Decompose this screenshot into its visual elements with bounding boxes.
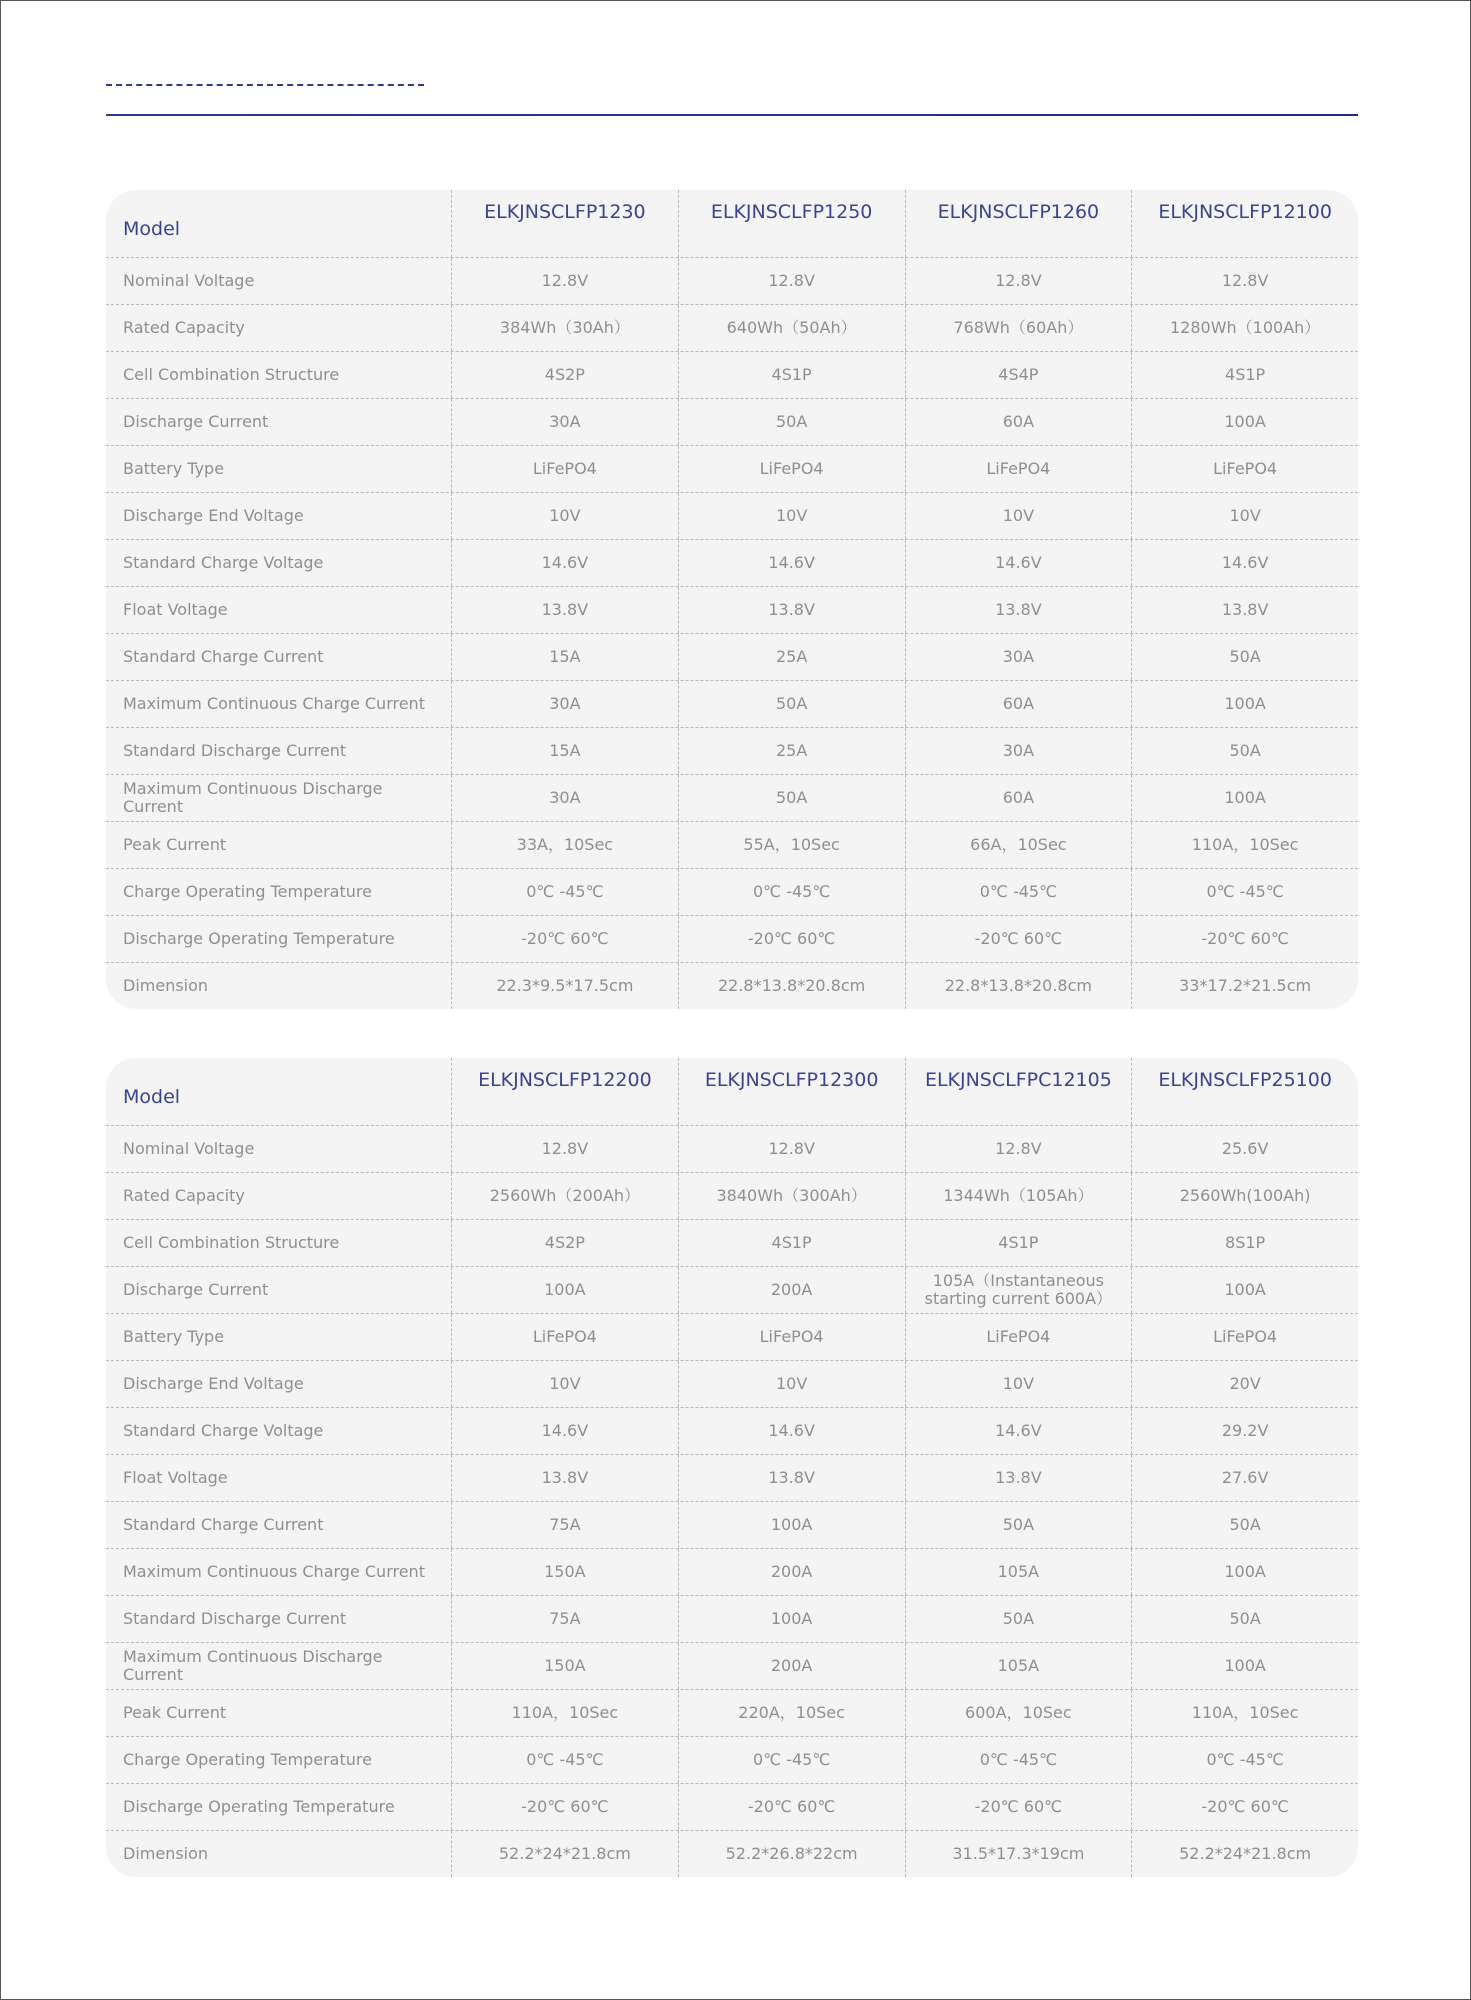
spec-value: 105A（Instantaneous starting current 600A） xyxy=(905,1267,1132,1313)
spec-value: 100A xyxy=(1131,399,1358,445)
spec-value: LiFePO4 xyxy=(1131,1314,1358,1360)
spec-label: Charge Operating Temperature xyxy=(123,1749,372,1769)
spec-value: 30A xyxy=(905,728,1132,774)
table-row xyxy=(106,1454,1358,1501)
spec-value: 3840Wh（300Ah） xyxy=(678,1173,905,1219)
spec-value: 15A xyxy=(451,728,678,774)
spec-value: 13.8V xyxy=(905,1455,1132,1501)
spec-value: LiFePO4 xyxy=(678,446,905,492)
table-row xyxy=(106,1266,1358,1313)
spec-value: 12.8V xyxy=(905,1126,1132,1172)
spec-value: -20℃ 60℃ xyxy=(678,916,905,962)
table-row xyxy=(106,1407,1358,1454)
spec-value: 2560Wh(100Ah) xyxy=(1131,1173,1358,1219)
spec-value: 52.2*24*21.8cm xyxy=(451,1831,678,1877)
spec-value: 10V xyxy=(678,493,905,539)
spec-label: Maximum Continuous Charge Current xyxy=(123,693,425,713)
table-row xyxy=(106,1219,1358,1266)
spec-value: 110A，10Sec xyxy=(451,1690,678,1736)
spec-value: 33A，10Sec xyxy=(451,822,678,868)
spec-value: 10V xyxy=(905,1361,1132,1407)
spec-value: 150A xyxy=(451,1643,678,1689)
spec-value: 31.5*17.3*19cm xyxy=(905,1831,1132,1877)
spec-value: 22.8*13.8*20.8cm xyxy=(905,963,1132,1009)
spec-value: 14.6V xyxy=(451,540,678,586)
spec-label: Standard Charge Voltage xyxy=(123,552,324,572)
spec-table-1 xyxy=(106,190,1358,1009)
spec-value: 52.2*24*21.8cm xyxy=(1131,1831,1358,1877)
table-row xyxy=(106,539,1358,586)
table-row xyxy=(106,257,1358,304)
spec-value: 13.8V xyxy=(678,587,905,633)
spec-value: 25A xyxy=(678,634,905,680)
spec-label: Cell Combination Structure xyxy=(123,1232,340,1252)
spec-value: 100A xyxy=(1131,1549,1358,1595)
spec-value: LiFePO4 xyxy=(451,1314,678,1360)
table-row xyxy=(106,1642,1358,1689)
spec-value: 50A xyxy=(678,681,905,727)
spec-value: 14.6V xyxy=(678,540,905,586)
table-row xyxy=(106,445,1358,492)
spec-value: 384Wh（30Ah） xyxy=(451,305,678,351)
spec-value: 33*17.2*21.5cm xyxy=(1131,963,1358,1009)
table-row xyxy=(106,680,1358,727)
spec-value: -20℃ 60℃ xyxy=(678,1784,905,1830)
table-row xyxy=(106,1548,1358,1595)
spec-value: 4S2P xyxy=(451,1220,678,1266)
spec-value: 25.6V xyxy=(1131,1126,1358,1172)
model-name: ELKJNSCLFPC12105 xyxy=(905,1058,1132,1125)
spec-value: 14.6V xyxy=(1131,540,1358,586)
table-row xyxy=(106,304,1358,351)
spec-value: 0℃ -45℃ xyxy=(678,1737,905,1783)
spec-value: 100A xyxy=(1131,775,1358,821)
spec-value: 55A，10Sec xyxy=(678,822,905,868)
spec-value: 14.6V xyxy=(905,540,1132,586)
spec-value: 105A xyxy=(905,1643,1132,1689)
spec-value: 75A xyxy=(451,1596,678,1642)
spec-label: Nominal Voltage xyxy=(123,270,255,290)
table-row xyxy=(106,1830,1358,1877)
spec-value: 10V xyxy=(451,493,678,539)
table-row xyxy=(106,351,1358,398)
spec-value: 12.8V xyxy=(678,258,905,304)
spec-value: 10V xyxy=(451,1361,678,1407)
spec-value: 15A xyxy=(451,634,678,680)
spec-label: Discharge Current xyxy=(123,411,269,431)
spec-value: 20V xyxy=(1131,1361,1358,1407)
spec-label: Discharge Operating Temperature xyxy=(123,1796,395,1816)
header-rule xyxy=(106,114,1358,116)
table-row xyxy=(106,586,1358,633)
spec-value: 12.8V xyxy=(451,258,678,304)
spec-value: 13.8V xyxy=(451,1455,678,1501)
table-row xyxy=(106,727,1358,774)
spec-value: 30A xyxy=(451,681,678,727)
spec-value: 100A xyxy=(1131,1267,1358,1313)
spec-value: 22.3*9.5*17.5cm xyxy=(451,963,678,1009)
table-row xyxy=(106,633,1358,680)
spec-value: 200A xyxy=(678,1549,905,1595)
spec-value: 30A xyxy=(451,399,678,445)
spec-label: Standard Discharge Current xyxy=(123,740,347,760)
spec-value: 4S1P xyxy=(678,352,905,398)
spec-value: -20℃ 60℃ xyxy=(1131,916,1358,962)
spec-label: Charge Operating Temperature xyxy=(123,881,372,901)
spec-value: -20℃ 60℃ xyxy=(905,916,1132,962)
spec-label: Standard Discharge Current xyxy=(123,1608,347,1628)
spec-value: -20℃ 60℃ xyxy=(451,916,678,962)
spec-label: Discharge Current xyxy=(123,1279,269,1299)
table-row xyxy=(106,915,1358,962)
spec-value: 14.6V xyxy=(678,1408,905,1454)
spec-value: 50A xyxy=(905,1596,1132,1642)
spec-value: 0℃ -45℃ xyxy=(905,869,1132,915)
spec-value: -20℃ 60℃ xyxy=(1131,1784,1358,1830)
spec-value: 60A xyxy=(905,399,1132,445)
model-name: ELKJNSCLFP1250 xyxy=(678,190,905,257)
spec-value: 75A xyxy=(451,1502,678,1548)
spec-label: Standard Charge Voltage xyxy=(123,1420,324,1440)
spec-label: Float Voltage xyxy=(123,599,228,619)
spec-value: 66A，10Sec xyxy=(905,822,1132,868)
spec-value: 10V xyxy=(905,493,1132,539)
spec-label: Nominal Voltage xyxy=(123,1138,255,1158)
spec-label: Cell Combination Structure xyxy=(123,364,340,384)
spec-label: Peak Current xyxy=(123,834,227,854)
spec-value: 60A xyxy=(905,775,1132,821)
spec-value: 25A xyxy=(678,728,905,774)
spec-value: LiFePO4 xyxy=(451,446,678,492)
spec-value: 100A xyxy=(451,1267,678,1313)
spec-value: 8S1P xyxy=(1131,1220,1358,1266)
table-row xyxy=(106,1595,1358,1642)
spec-label: Maximum Continuous Discharge Current xyxy=(123,1646,383,1684)
spec-value: 2560Wh（200Ah） xyxy=(451,1173,678,1219)
spec-value: 14.6V xyxy=(451,1408,678,1454)
spec-table-2 xyxy=(106,1058,1358,1877)
model-name: ELKJNSCLFP1260 xyxy=(905,190,1132,257)
header-label: Model xyxy=(123,1085,181,1108)
spec-value: 12.8V xyxy=(678,1126,905,1172)
spec-value: 13.8V xyxy=(678,1455,905,1501)
spec-value: 50A xyxy=(678,775,905,821)
header-label: Model xyxy=(123,217,181,240)
spec-value: LiFePO4 xyxy=(1131,446,1358,492)
spec-value: 110A，10Sec xyxy=(1131,822,1358,868)
spec-value: 768Wh（60Ah） xyxy=(905,305,1132,351)
spec-value: 200A xyxy=(678,1267,905,1313)
spec-value: 4S1P xyxy=(678,1220,905,1266)
spec-label: Maximum Continuous Charge Current xyxy=(123,1561,425,1581)
model-name: ELKJNSCLFP12200 xyxy=(451,1058,678,1125)
spec-value: 100A xyxy=(678,1502,905,1548)
spec-value: 100A xyxy=(678,1596,905,1642)
spec-value: 1344Wh（105Ah） xyxy=(905,1173,1132,1219)
table-row xyxy=(106,1783,1358,1830)
spec-value: 50A xyxy=(1131,728,1358,774)
table-row xyxy=(106,1125,1358,1172)
spec-value: 105A xyxy=(905,1549,1132,1595)
spec-label: Standard Charge Current xyxy=(123,1514,324,1534)
spec-value: 4S4P xyxy=(905,352,1132,398)
spec-value: LiFePO4 xyxy=(678,1314,905,1360)
spec-value: 4S2P xyxy=(451,352,678,398)
spec-value: 100A xyxy=(1131,681,1358,727)
spec-value: 0℃ -45℃ xyxy=(451,869,678,915)
spec-value: 0℃ -45℃ xyxy=(1131,869,1358,915)
spec-label: Discharge Operating Temperature xyxy=(123,928,395,948)
spec-value: -20℃ 60℃ xyxy=(451,1784,678,1830)
table-row xyxy=(106,398,1358,445)
spec-value: 600A，10Sec xyxy=(905,1690,1132,1736)
spec-value: LiFePO4 xyxy=(905,446,1132,492)
table-header-row xyxy=(106,1058,1358,1125)
table-row xyxy=(106,821,1358,868)
model-name: ELKJNSCLFP1230 xyxy=(451,190,678,257)
spec-label: Rated Capacity xyxy=(123,1185,245,1205)
table-row xyxy=(106,774,1358,821)
spec-value: 13.8V xyxy=(905,587,1132,633)
spec-value: 60A xyxy=(905,681,1132,727)
spec-label: Dimension xyxy=(123,975,209,995)
spec-value: 0℃ -45℃ xyxy=(451,1737,678,1783)
spec-label: Battery Type xyxy=(123,458,225,478)
model-name: ELKJNSCLFP12300 xyxy=(678,1058,905,1125)
spec-label: Rated Capacity xyxy=(123,317,245,337)
spec-value: 52.2*26.8*22cm xyxy=(678,1831,905,1877)
model-name: ELKJNSCLFP12100 xyxy=(1131,190,1358,257)
spec-value: 22.8*13.8*20.8cm xyxy=(678,963,905,1009)
table-header-row xyxy=(106,190,1358,257)
spec-label: Discharge End Voltage xyxy=(123,1373,304,1393)
spec-value: 13.8V xyxy=(1131,587,1358,633)
spec-value: 13.8V xyxy=(451,587,678,633)
spec-label: Discharge End Voltage xyxy=(123,505,304,525)
spec-value: 29.2V xyxy=(1131,1408,1358,1454)
spec-value: 0℃ -45℃ xyxy=(678,869,905,915)
spec-value: 4S1P xyxy=(905,1220,1132,1266)
spec-value: 1280Wh（100Ah） xyxy=(1131,305,1358,351)
spec-label: Battery Type xyxy=(123,1326,225,1346)
table-row xyxy=(106,868,1358,915)
spec-value: LiFePO4 xyxy=(905,1314,1132,1360)
spec-value: 12.8V xyxy=(451,1126,678,1172)
table-row xyxy=(106,492,1358,539)
spec-label: Float Voltage xyxy=(123,1467,228,1487)
spec-value: 110A，10Sec xyxy=(1131,1690,1358,1736)
model-name: ELKJNSCLFP25100 xyxy=(1131,1058,1358,1125)
spec-value: 200A xyxy=(678,1643,905,1689)
spec-value: 100A xyxy=(1131,1643,1358,1689)
spec-value: 50A xyxy=(678,399,905,445)
spec-value: 150A xyxy=(451,1549,678,1595)
table-row xyxy=(106,1736,1358,1783)
table-row xyxy=(106,962,1358,1009)
spec-value: 30A xyxy=(451,775,678,821)
spec-value: 50A xyxy=(1131,634,1358,680)
spec-value: 27.6V xyxy=(1131,1455,1358,1501)
spec-value: 0℃ -45℃ xyxy=(1131,1737,1358,1783)
spec-value: 10V xyxy=(678,1361,905,1407)
spec-value: 220A，10Sec xyxy=(678,1690,905,1736)
table-row xyxy=(106,1689,1358,1736)
spec-value: 640Wh（50Ah） xyxy=(678,305,905,351)
table-row xyxy=(106,1501,1358,1548)
spec-value: 50A xyxy=(905,1502,1132,1548)
spec-label: Standard Charge Current xyxy=(123,646,324,666)
spec-value: -20℃ 60℃ xyxy=(905,1784,1132,1830)
spec-value: 0℃ -45℃ xyxy=(905,1737,1132,1783)
spec-value: 4S1P xyxy=(1131,352,1358,398)
table-row xyxy=(106,1313,1358,1360)
spec-value: 12.8V xyxy=(905,258,1132,304)
spec-label: Peak Current xyxy=(123,1702,227,1722)
spec-value: 14.6V xyxy=(905,1408,1132,1454)
spec-label: Maximum Continuous Discharge Current xyxy=(123,778,383,816)
spec-value: 50A xyxy=(1131,1502,1358,1548)
spec-label: Dimension xyxy=(123,1843,209,1863)
table-row xyxy=(106,1360,1358,1407)
table-row xyxy=(106,1172,1358,1219)
spec-value: 10V xyxy=(1131,493,1358,539)
spec-value: 12.8V xyxy=(1131,258,1358,304)
spec-value: 30A xyxy=(905,634,1132,680)
header-dash-accent xyxy=(106,84,424,86)
spec-value: 50A xyxy=(1131,1596,1358,1642)
